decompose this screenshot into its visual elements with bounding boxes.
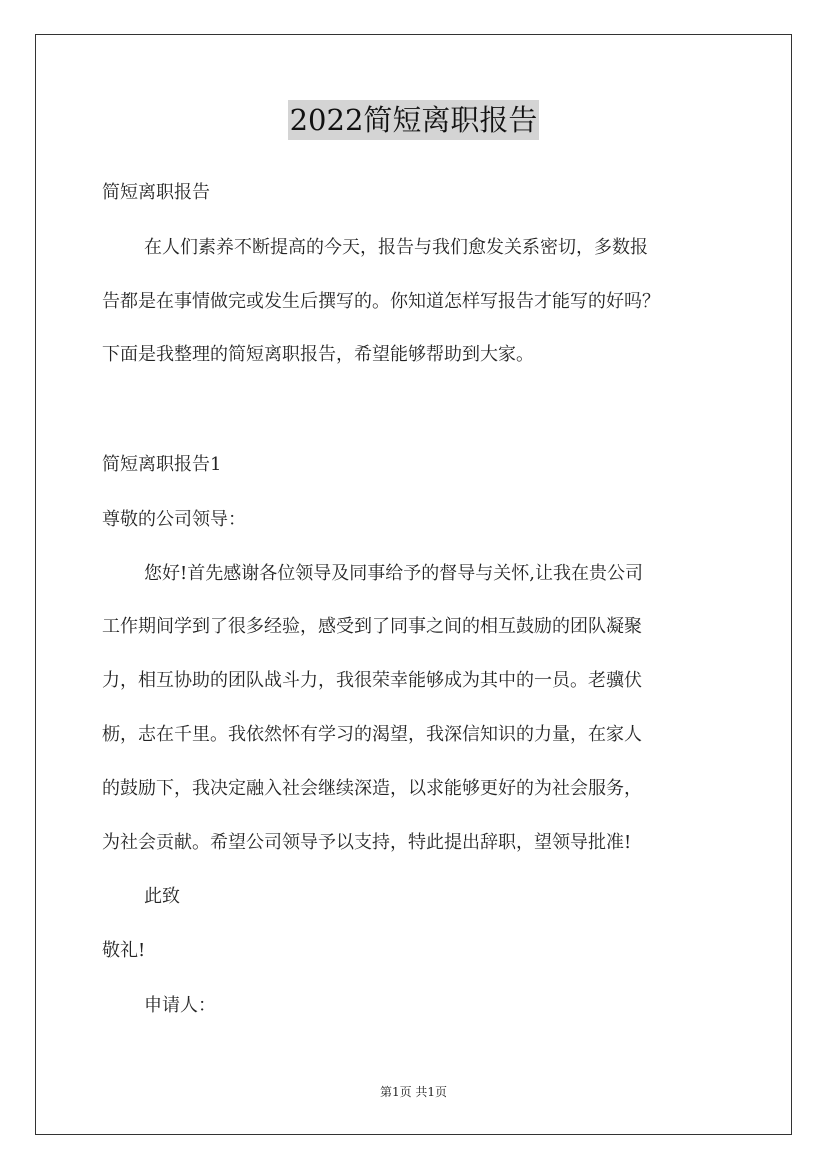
body-line-2: 工作期间学到了很多经验，感受到了同事之间的相互鼓励的团队凝聚 [102,616,642,637]
page-indicator: 第1页 共1页 [379,1085,448,1099]
section-heading: 简短离职报告1 [102,454,222,475]
title-container [0,100,827,140]
body-line-3: 力，相互协助的团队战斗力，我很荣幸能够成为其中的一员。老骥伏 [102,670,642,691]
intro-line-2: 告都是在事情做完或发生后撰写的。你知道怎样写报告才能写的好吗？ [102,291,660,312]
body-line-4: 枥，志在千里。我依然怀有学习的渴望，我深信知识的力量，在家人 [102,724,642,745]
closing-line-2: 敬礼! [102,940,146,961]
body-line-5: 的鼓励下，我决定融入社会继续深造，以求能够更好的为社会服务， [102,778,642,799]
closing-line-1: 此致 [144,886,180,907]
applicant-label: 申请人： [144,995,216,1016]
intro-line-1: 在人们素养不断提高的今天，报告与我们愈发关系密切，多数报 [144,237,648,258]
body-line-1: 您好!首先感谢各位领导及同事给予的督导与关怀,让我在贵公司 [144,563,643,584]
body-line-6: 为社会贡献。希望公司领导予以支持，特此提出辞职，望领导批准! [102,832,632,853]
document-title: 2022简短离职报告 [288,100,540,140]
salutation: 尊敬的公司领导： [102,509,246,530]
page-footer [0,1084,827,1100]
intro-line-3: 下面是我整理的简短离职报告，希望能够帮助到大家。 [102,344,534,365]
document-subtitle: 简短离职报告 [102,182,210,203]
